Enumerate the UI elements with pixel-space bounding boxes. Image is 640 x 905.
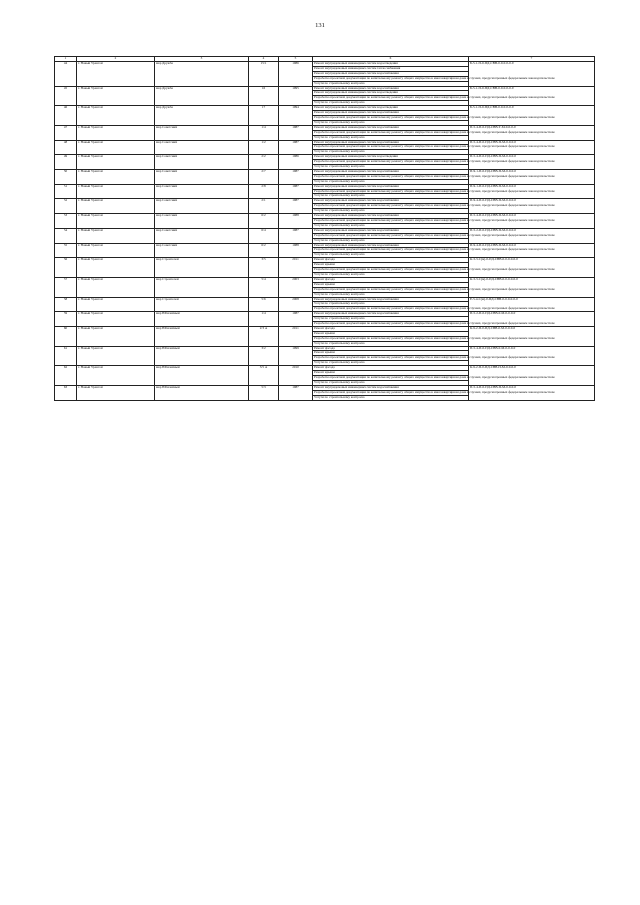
work-type-cell: Услуги по строительному контролю <box>313 253 469 258</box>
house-number-cell: 17 <box>249 106 279 126</box>
code-cell: Б-5-1-П-0-ПД-СВВ-0-0-0-0-0-0 <box>469 62 595 87</box>
work-type-cell: Ремонт внутридомовых инженерных систем водоснабжения <box>313 199 469 204</box>
street-cell: мкр Строителей <box>155 277 249 297</box>
work-type-cell: Услуги по строительному контролю <box>313 179 469 184</box>
work-type-cell: Ремонт фасада <box>313 258 469 263</box>
city-cell: г. Новый Уренгой <box>77 106 155 126</box>
page-number: 131 <box>315 22 325 29</box>
street-cell: мкр Советский <box>155 243 249 258</box>
work-type-cell: Ремонт внутридомовых инженерных систем водоотведения <box>313 91 469 96</box>
work-type-cell: Ремонт внутридомовых инженерных систем водоотведения <box>313 62 469 67</box>
work-type-cell: Услуги по строительному контролю <box>313 395 469 400</box>
work-type-cell: Разработка проектной документации по капитальному ремонту общего имущества в многоквартирном доме в случаях, предусмотренных федеральным законодательством <box>314 321 555 326</box>
code-cell: К-9-2-П-0-ПД-СВВ-0-М-0-0-0-0 <box>469 326 595 346</box>
work-type-cell: Разработка проектной документации по капитальному ремонту общего имущества в многоквартирном доме в случаях, предусмотренных федеральным законодательством <box>314 203 555 208</box>
year-cell: 1987 <box>279 228 313 243</box>
work-type-cell: Услуги по строительному контролю <box>313 223 469 228</box>
col-number: 6 <box>313 57 469 62</box>
work-type-cell: Услуги по строительному контролю <box>313 361 469 366</box>
row-number: 61 <box>55 346 77 366</box>
col-number: 2 <box>77 57 155 62</box>
work-type-cell: Разработка проектной документации по капитальному ремонту общего имущества в многоквартирном доме в случаях, предусмотренных федеральным законодательством <box>314 335 555 340</box>
street-cell: мкр Советский <box>155 140 249 155</box>
work-type-cell: Услуги по строительному контролю <box>313 380 469 385</box>
work-type-cell: Услуги по строительному контролю <box>313 302 469 307</box>
work-type-cell: Ремонт внутридомовых инженерных систем водоснабжения <box>313 385 469 390</box>
work-type-cell: Услуги по строительному контролю <box>313 150 469 155</box>
work-type-cell: Разработка проектной документации по капитальному ремонту общего имущества в многоквартирном доме в случаях, предусмотренных федеральным законодательством <box>314 95 555 100</box>
city-cell: г. Новый Уренгой <box>77 346 155 366</box>
work-type-cell: Услуги по строительному контролю <box>313 194 469 199</box>
year-cell: 1986 <box>279 155 313 170</box>
code-cell: П-5-4-П-0-ПД-СВВ-П-М-0-0-0-0 <box>469 385 595 400</box>
code-cell: П-9-4-П-0-ПД-СВВ-П-М-0-0-0-0 <box>469 243 595 258</box>
house-number-cell: 3/5 А <box>249 366 279 386</box>
house-number-cell: 2/8 <box>249 184 279 199</box>
code-cell: П-9-1-П-0-ПД-СВВ-П-М-0-0-0-0 <box>469 169 595 184</box>
row-number: 54 <box>55 228 77 243</box>
work-type-cell: Услуги по строительному контролю <box>313 81 469 86</box>
city-cell: г. Новый Уренгой <box>77 228 155 243</box>
code-cell: Б-5-1-П-0-ПД-СВВ-0-0-0-0-0-0 <box>469 86 595 106</box>
year-cell: 1988 <box>279 214 313 229</box>
row-number: 60 <box>55 326 77 346</box>
work-type-cell: Ремонт внутридомовых инженерных систем водоснабжения <box>313 312 469 317</box>
work-type-cell: Услуги по строительному контролю <box>313 120 469 125</box>
code-cell: П-5-2-П-0-ПД-СВВ-П-М-0-0-0-0 <box>469 228 595 243</box>
work-type-cell: Услуги по строительному контролю <box>313 292 469 297</box>
street-cell: мкр Юбилейный <box>155 326 249 346</box>
work-type-cell: Разработка проектной документации по капитальному ремонту общего имущества в многоквартирном доме в случаях, предусмотренных федеральным законодательством <box>314 129 555 134</box>
city-cell: г. Новый Уренгой <box>77 199 155 214</box>
street-cell: мкр Дружба <box>155 106 249 126</box>
year-cell: 1987 <box>279 199 313 214</box>
row-number: 55 <box>55 243 77 258</box>
work-type-cell: Разработка проектной документации по капитальному ремонту общего имущества в многоквартирном доме в случаях, предусмотренных федеральным законодательством <box>314 389 555 394</box>
work-type-cell: Ремонт внутридомовых инженерных систем теплоснабжения <box>313 66 469 71</box>
work-type-cell: Ремонт внутридомовых инженерных систем водоснабжения <box>313 71 469 76</box>
city-cell: г. Новый Уренгой <box>77 125 155 140</box>
row-number: 59 <box>55 312 77 327</box>
row-number: 53 <box>55 214 77 229</box>
city-cell: г. Новый Уренгой <box>77 312 155 327</box>
city-cell: г. Новый Уренгой <box>77 258 155 278</box>
work-type-cell: Ремонт внутридомовых инженерных систем водоснабжения <box>313 111 469 116</box>
house-number-cell: 1/4 <box>249 312 279 327</box>
work-type-cell: Разработка проектной документации по капитальному ремонту общего имущества в многоквартирном доме в случаях, предусмотренных федеральным законодательством <box>314 232 555 237</box>
code-cell: Б-5-1-П-0-ПД-СВВ-0-0-0-0-0-0 <box>469 106 595 126</box>
street-cell: мкр Дружба <box>155 62 249 87</box>
code-cell: К-3-3-С(м)-0-ПД-СВВ-0-0-0-0-0-0 <box>469 258 595 278</box>
work-type-cell: Услуги по строительному контролю <box>313 209 469 214</box>
row-number: 52 <box>55 199 77 214</box>
code-cell: К-3-3-С(м)-0-ПД-СВВ-0-0-0-0-0-0 <box>469 277 595 297</box>
year-cell: 2003 <box>279 277 313 297</box>
city-cell: г. Новый Уренгой <box>77 214 155 229</box>
work-type-cell: Ремонт внутридомовых инженерных систем водоотведения <box>313 106 469 111</box>
work-type-cell: Ремонт крыши <box>313 263 469 268</box>
col-number: 7 <box>469 57 595 62</box>
work-type-cell: Услуги по строительному контролю <box>313 101 469 106</box>
work-type-cell: Разработка проектной документации по капитальному ремонту общего имущества в многоквартирном доме в случаях, предусмотренных федеральным законодательством <box>314 247 555 252</box>
city-cell: г. Новый Уренгой <box>77 155 155 170</box>
house-number-cell: 6/4 <box>249 228 279 243</box>
work-type-cell: Ремонт фасада <box>313 277 469 282</box>
col-number: 1 <box>55 57 77 62</box>
work-type-cell: Разработка проектной документации по капитальному ремонту общего имущества в многоквартирном доме в случаях, предусмотренных федеральным законодательством <box>314 173 555 178</box>
work-type-cell: Разработка проектной документации по капитальному ремонту общего имущества в многоквартирном доме в случаях, предусмотренных федеральным законодательством <box>314 114 555 119</box>
work-type-cell: Разработка проектной документации по капитальному ремонту общего имущества в многоквартирном доме в случаях, предусмотренных федеральным законодательством <box>314 355 555 360</box>
city-cell: г. Новый Уренгой <box>77 297 155 312</box>
house-number-cell: 16 <box>249 86 279 106</box>
row-number: 58 <box>55 297 77 312</box>
year-cell: 1987 <box>279 140 313 155</box>
work-type-cell: Ремонт крыши <box>313 282 469 287</box>
year-cell: 2011 <box>279 258 313 278</box>
year-cell: 1994 <box>279 106 313 126</box>
street-cell: мкр Советский <box>155 214 249 229</box>
work-type-cell: Услуги по строительному контролю <box>313 238 469 243</box>
row-number: 46 <box>55 106 77 126</box>
row-number: 49 <box>55 155 77 170</box>
work-type-cell: Ремонт внутридомовых инженерных систем водоснабжения <box>313 184 469 189</box>
work-type-cell: Услуги по строительному контролю <box>313 272 469 277</box>
year-cell: 1987 <box>279 169 313 184</box>
street-cell: мкр Советский <box>155 169 249 184</box>
work-type-cell: Ремонт фасада <box>313 366 469 371</box>
city-cell: г. Новый Уренгой <box>77 169 155 184</box>
col-number: 5 <box>279 57 313 62</box>
year-cell: 1987 <box>279 125 313 140</box>
work-type-cell: Ремонт крыши <box>313 351 469 356</box>
row-number: 47 <box>55 125 77 140</box>
street-cell: мкр Советский <box>155 228 249 243</box>
work-type-cell: Разработка проектной документации по капитальному ремонту общего имущества в многоквартирном доме в случаях, предусмотренных федеральным законодательством <box>314 144 555 149</box>
street-cell: мкр Строителей <box>155 297 249 312</box>
city-cell: г. Новый Уренгой <box>77 86 155 106</box>
register-table <box>54 56 595 401</box>
code-cell: П-5-4-П-0-ПД-СВВ-П-М-0-0-0-0 <box>469 140 595 155</box>
work-type-cell: Ремонт внутридомовых инженерных систем водоснабжения <box>313 214 469 219</box>
city-cell: г. Новый Уренгой <box>77 385 155 400</box>
row-number: 63 <box>55 385 77 400</box>
work-type-cell: Ремонт внутридомовых инженерных систем водоотведения <box>313 155 469 160</box>
code-cell: П-9-4-П-0-ПД-СВВ-П-М-0-0-0-0 <box>469 199 595 214</box>
street-cell: мкр Юбилейный <box>155 312 249 327</box>
house-number-cell: 2/7 <box>249 169 279 184</box>
row-number: 57 <box>55 277 77 297</box>
house-number-cell: 3/5 <box>249 258 279 278</box>
code-cell: П-5-4-П-0-ПД-СВВ-П-М-0-0-0-0 <box>469 214 595 229</box>
city-cell: г. Новый Уренгой <box>77 243 155 258</box>
row-number: 56 <box>55 258 77 278</box>
house-number-cell: 15/1 <box>249 62 279 87</box>
work-type-cell: Услуги по строительному контролю <box>313 317 469 322</box>
house-number-cell: 6/2 <box>249 214 279 229</box>
house-number-cell: 1/4 <box>249 125 279 140</box>
work-type-cell: Разработка проектной документации по капитальному ремонту общего имущества в многоквартирном доме в случаях, предусмотренных федеральным законодательством <box>314 375 555 379</box>
house-number-cell: 5/3 <box>249 385 279 400</box>
year-cell: 1999 <box>279 346 313 366</box>
code-cell: П-5-4-П-0-ПД-СВВ-П-М-0-0-0-0 <box>469 155 595 170</box>
city-cell: г. Новый Уренгой <box>77 277 155 297</box>
work-type-cell: Услуги по строительному контролю <box>313 341 469 346</box>
year-cell: 1988 <box>279 243 313 258</box>
row-number: 44 <box>55 62 77 87</box>
code-cell: Е-5-4-С(м)-0-ПД-СВВ-0-0-0-0-0-0 <box>469 297 595 312</box>
house-number-cell: 3/2 <box>249 346 279 366</box>
city-cell: г. Новый Уренгой <box>77 140 155 155</box>
work-type-cell: Ремонт внутридомовых инженерных систем водоснабжения <box>313 125 469 130</box>
work-type-cell: Ремонт внутридомовых инженерных систем водоснабжения <box>313 297 469 302</box>
street-cell: мкр Юбилейный <box>155 346 249 366</box>
house-number-cell: 5/6 <box>249 297 279 312</box>
work-type-cell: Ремонт внутридомовых инженерных систем водоснабжения <box>313 169 469 174</box>
city-cell: г. Новый Уренгой <box>77 62 155 87</box>
work-type-cell: Ремонт внутридомовых инженерных систем водоснабжения <box>313 86 469 91</box>
street-cell: мкр Строителей <box>155 258 249 278</box>
street-cell: мкр Советский <box>155 199 249 214</box>
city-cell: г. Новый Уренгой <box>77 366 155 386</box>
row-number: 51 <box>55 184 77 199</box>
street-cell: мкр Советский <box>155 184 249 199</box>
work-type-cell: Разработка проектной документации по капитальному ремонту общего имущества в многоквартирном доме в случаях, предусмотренных федеральным законодательством <box>314 267 555 272</box>
work-type-cell: Разработка проектной документации по капитальному ремонту общего имущества в многоквартирном доме в случаях, предусмотренных федеральным законодательством <box>314 306 555 311</box>
year-cell: 1987 <box>279 385 313 400</box>
work-type-cell: Разработка проектной документации по капитальному ремонту общего имущества в многоквартирном доме в случаях, предусмотренных федеральным законодательством <box>314 286 555 291</box>
work-type-cell: Разработка проектной документации по капитальному ремонту общего имущества в многоквартирном доме в случаях, предусмотренных федеральным законодательством <box>314 218 555 222</box>
work-type-cell: Ремонт внутридомовых инженерных систем водоснабжения <box>313 243 469 248</box>
house-number-cell: 1/2 <box>249 140 279 155</box>
house-number-cell: 6/2 <box>249 243 279 258</box>
house-number-cell: 5/4 <box>249 277 279 297</box>
street-cell: мкр Советский <box>155 125 249 140</box>
code-cell: П-5-4-П-0-ПД-СВВ-Т-М-0-0-0-0 <box>469 125 595 140</box>
code-cell: К-9-2-П-0-ПД-СВВ-П-М-0-0-0-0 <box>469 366 595 386</box>
work-type-cell: Услуги по строительному контролю <box>313 135 469 140</box>
year-cell: 1987 <box>279 184 313 199</box>
row-number: 48 <box>55 140 77 155</box>
house-number-cell: 2/1 <box>249 199 279 214</box>
street-cell: мкр Дружба <box>155 86 249 106</box>
work-type-cell: Разработка проектной документации по капитальному ремонту общего имущества в многоквартирном доме в случаях, предусмотренных федеральным законодательством <box>314 188 555 193</box>
work-type-cell: Ремонт внутридомовых инженерных систем водоснабжения <box>313 228 469 233</box>
work-type-cell: Ремонт фасада <box>313 326 469 331</box>
year-cell: 2011 <box>279 326 313 346</box>
row-number: 50 <box>55 169 77 184</box>
code-cell: П-5-2-П-0-ПД-СВВ-0-М-0-0-0-0 <box>469 312 595 327</box>
year-cell: 2008 <box>279 297 313 312</box>
work-type-cell: Ремонт крыши <box>313 331 469 336</box>
year-cell: 1986 <box>279 62 313 87</box>
work-type-cell: Разработка проектной документации по капитальному ремонту общего имущества в многоквартирном доме в случаях, предусмотренных федеральным законодательством <box>314 159 555 164</box>
city-cell: г. Новый Уренгой <box>77 184 155 199</box>
col-number: 4 <box>249 57 279 62</box>
work-type-cell: Разработка проектной документации по капитальному ремонту общего имущества в многоквартирном доме в случаях, предусмотренных федеральным законодательством <box>314 75 555 80</box>
work-type-cell: Ремонт крыши <box>313 371 469 376</box>
house-number-cell: 2/2 <box>249 155 279 170</box>
year-cell: 1995 <box>279 86 313 106</box>
year-cell: 1987 <box>279 312 313 327</box>
row-number: 45 <box>55 86 77 106</box>
code-cell: П-9-1-П-0-ПД-СВВ-П-М-0-0-0-0 <box>469 184 595 199</box>
col-number: 3 <box>155 57 249 62</box>
city-cell: г. Новый Уренгой <box>77 326 155 346</box>
work-type-cell: Услуги по строительному контролю <box>313 165 469 170</box>
house-number-cell: 2/3 А <box>249 326 279 346</box>
work-type-cell: Ремонт фасада <box>313 346 469 351</box>
work-type-cell: Ремонт внутридомовых инженерных систем водоснабжения <box>313 140 469 145</box>
code-cell: П-5-4-П-0-ПД-СВВ-0-М-0-0-0-0 <box>469 346 595 366</box>
street-cell: мкр Юбилейный <box>155 385 249 400</box>
year-cell: 2010 <box>279 366 313 386</box>
street-cell: мкр Юбилейный <box>155 366 249 386</box>
street-cell: мкр Советский <box>155 155 249 170</box>
row-number: 62 <box>55 366 77 386</box>
